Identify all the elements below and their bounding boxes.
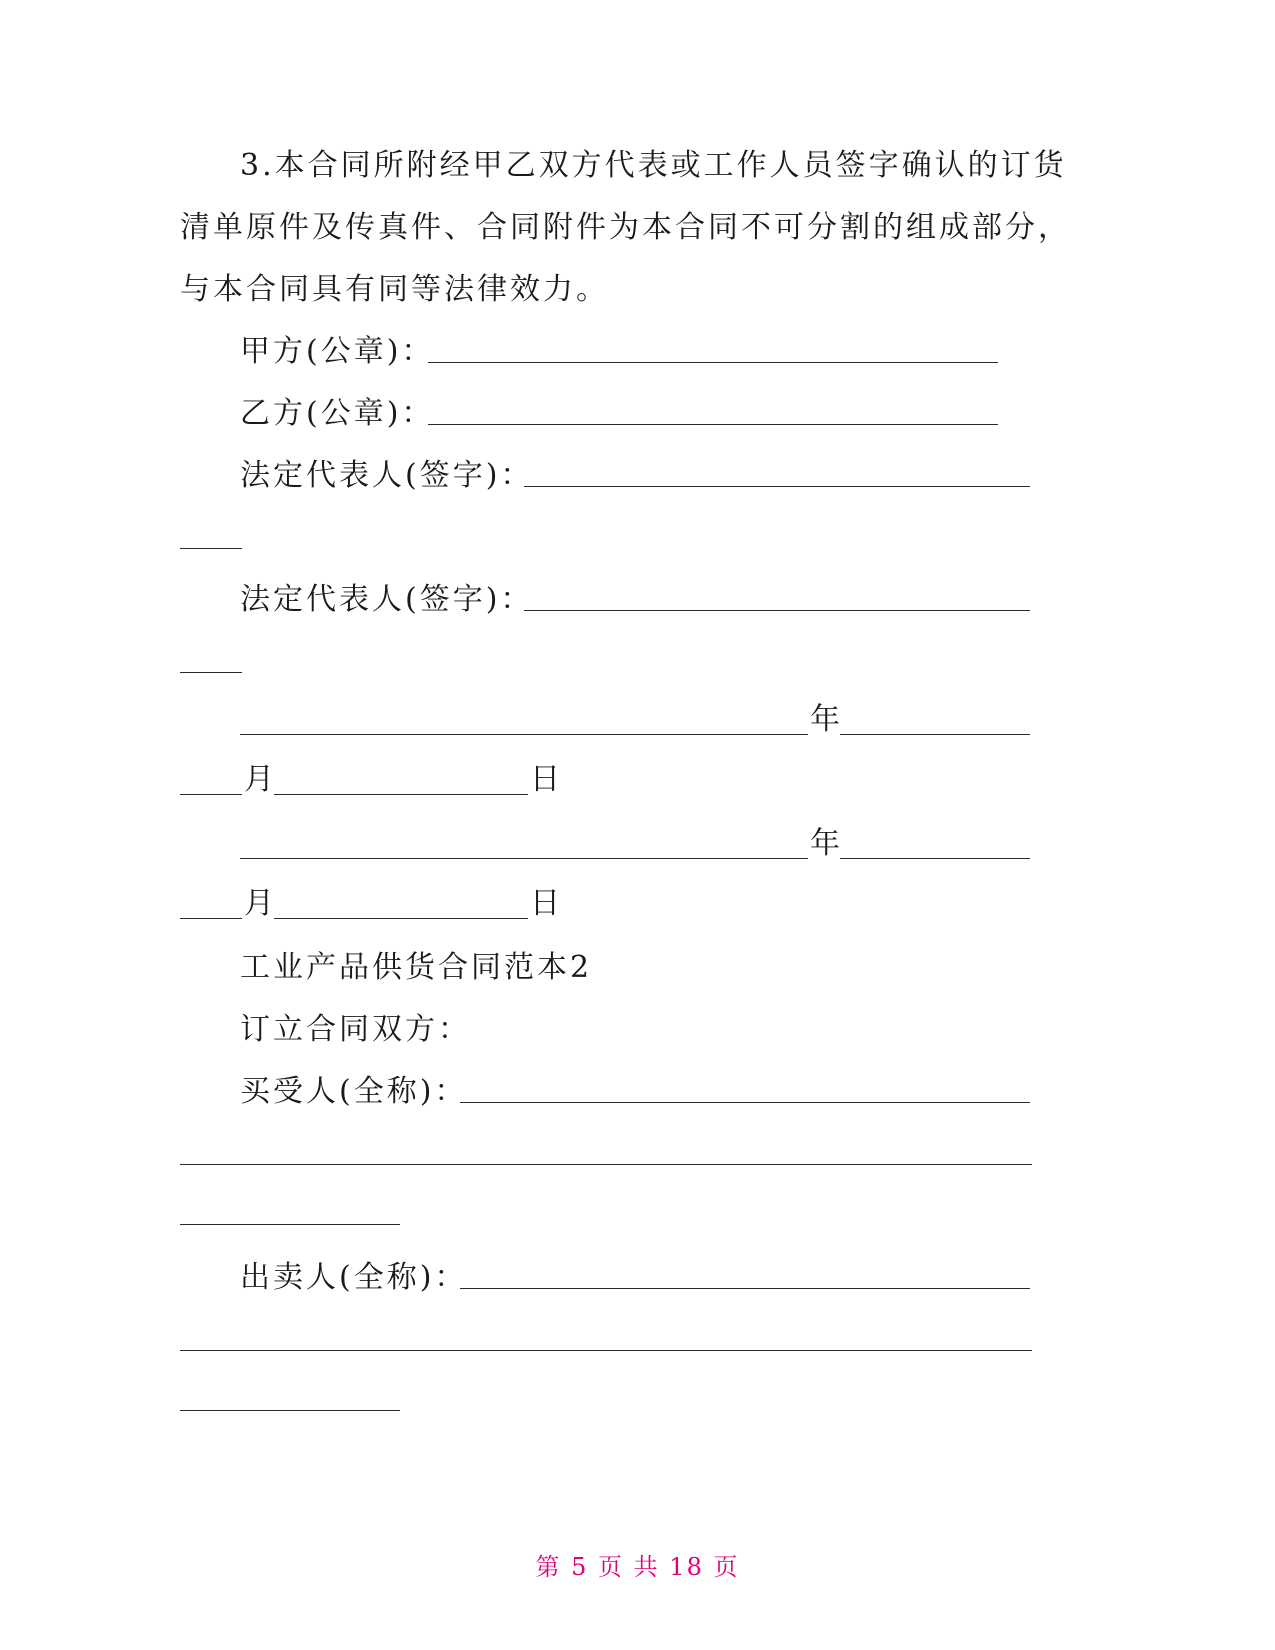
paragraph-3-line-3: 与本合同具有同等法律效力。 xyxy=(180,272,609,307)
seller-blank-1 xyxy=(460,1288,1030,1289)
party-b-seal-label: 乙方(公章)： xyxy=(240,396,435,431)
date-1-year-blank xyxy=(240,734,808,735)
section-2-title: 工业产品供货合同范本2 xyxy=(240,950,593,985)
date-2-year-blank xyxy=(240,858,808,859)
date-1-day-label: 日 xyxy=(530,762,563,797)
date-1-year-label: 年 xyxy=(810,702,843,737)
page-indicator: 第 5 页 共 18 页 xyxy=(535,1553,740,1581)
seller-label: 出卖人(全称)： xyxy=(240,1260,468,1295)
date-2-month-blank-b xyxy=(180,918,242,919)
seller-blank-2 xyxy=(180,1350,1032,1351)
date-1-day-blank xyxy=(274,794,528,795)
date-2-day-blank xyxy=(274,918,528,919)
party-b-seal-blank xyxy=(428,424,998,425)
party-a-seal-blank xyxy=(428,362,998,363)
date-1-month-blank-a xyxy=(840,734,1030,735)
seller-blank-3 xyxy=(180,1410,400,1411)
buyer-blank-3 xyxy=(180,1224,400,1225)
buyer-label: 买受人(全称)： xyxy=(240,1074,468,1109)
contract-parties-heading: 订立合同双方： xyxy=(240,1012,471,1047)
legal-rep-2-blank xyxy=(524,610,1030,611)
date-2-month-blank-a xyxy=(840,858,1030,859)
buyer-blank-2 xyxy=(180,1164,1032,1165)
paragraph-3-line-2: 清单原件及传真件、合同附件为本合同不可分割的组成部分， xyxy=(180,210,1071,245)
legal-rep-2-blank-cont xyxy=(180,672,242,673)
paragraph-3-line-1: 3.本合同所附经甲乙双方代表或工作人员签字确认的订货 xyxy=(240,148,1067,183)
party-a-seal-label: 甲方(公章)： xyxy=(240,334,435,369)
legal-rep-1-blank-cont xyxy=(180,548,242,549)
date-2-month-label: 月 xyxy=(244,886,277,921)
date-2-day-label: 日 xyxy=(530,886,563,921)
legal-rep-1-label: 法定代表人(签字)： xyxy=(240,458,534,493)
legal-rep-2-label: 法定代表人(签字)： xyxy=(240,582,534,617)
legal-rep-1-blank xyxy=(524,486,1030,487)
buyer-blank-1 xyxy=(460,1102,1030,1103)
date-2-year-label: 年 xyxy=(810,826,843,861)
date-1-month-blank-b xyxy=(180,794,242,795)
date-1-month-label: 月 xyxy=(244,762,277,797)
